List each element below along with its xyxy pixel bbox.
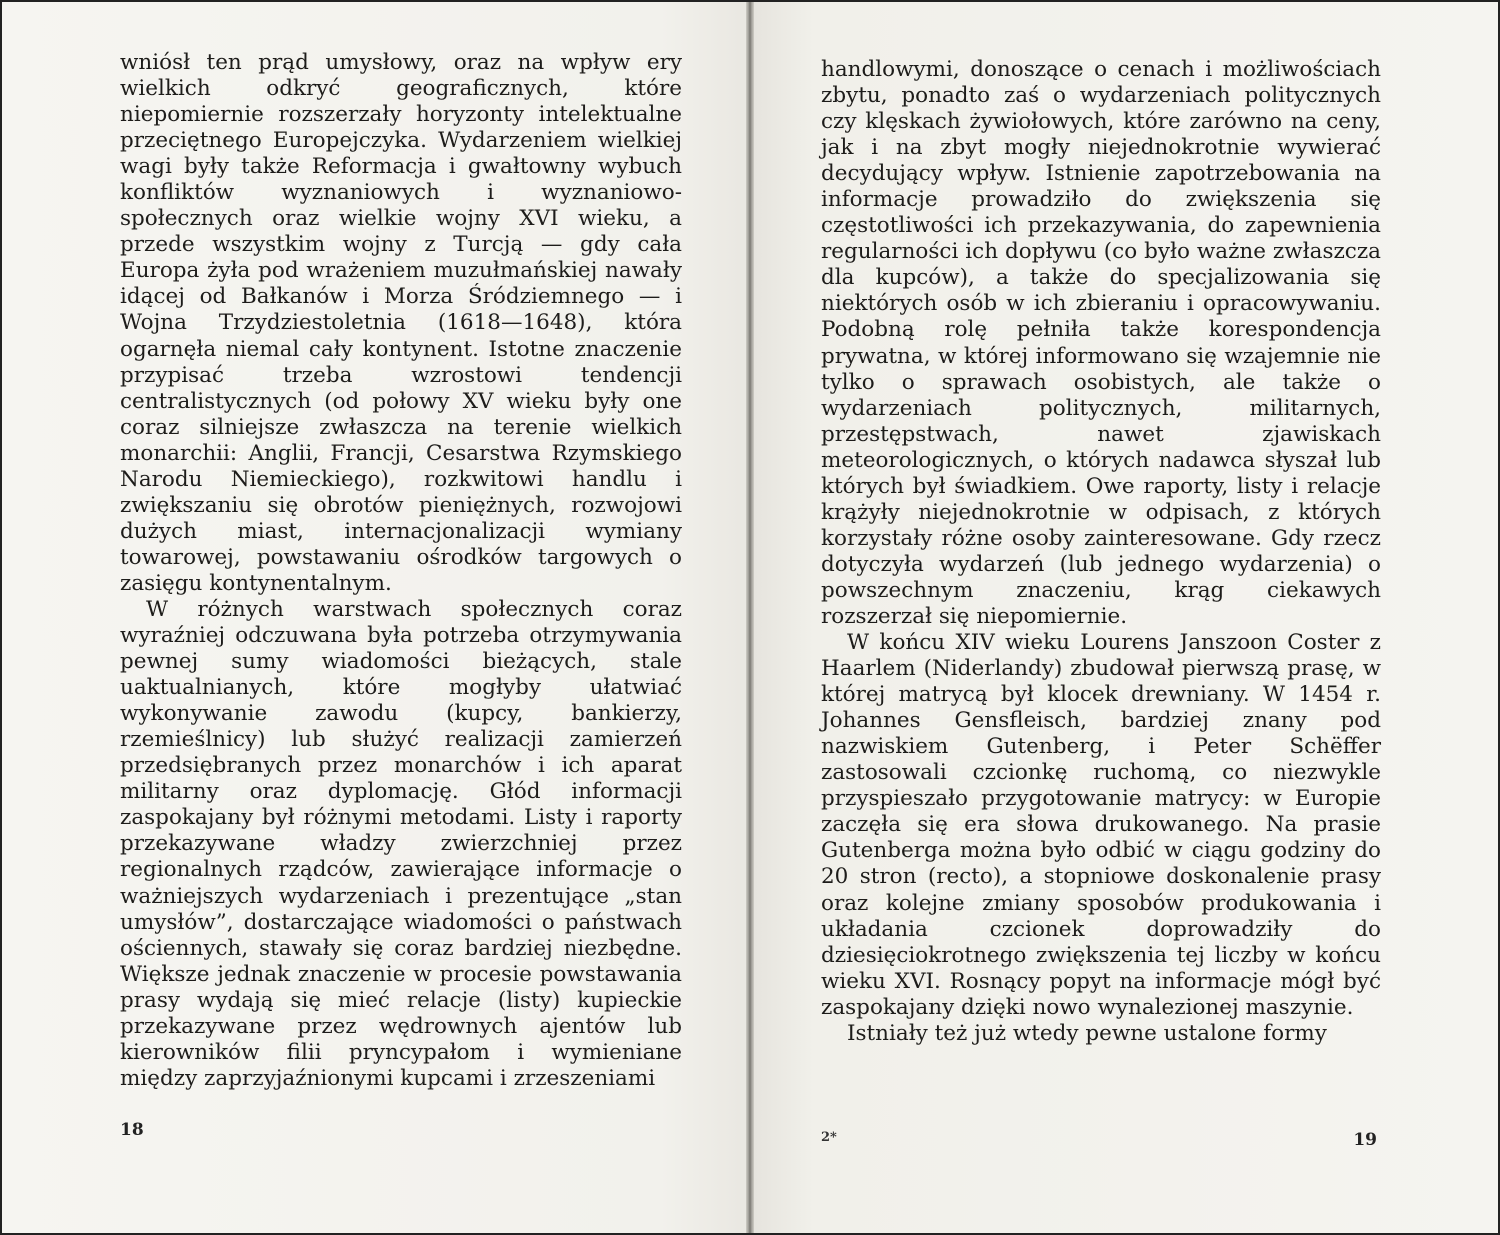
- left-paragraph-2: W różnych warstwach społecznych coraz wyraźniej odczuwana była potrzeba otrzymywania pewnej sumy wiadomości bieżących, stale uaktualnianych, które mogłyby ułatwiać wykonywanie zawodu (kupcy, bankierzy, rzemieślnicy) lub służyć realizacji zamierzeń przedsiębranych przez monarchów i ich aparat militarny oraz dyplomację. Głód informacji zaspokajany był różnymi metodami. Listy i raporty przekazywane władzy zwierzchniej przez regionalnych rządców, zawierające informacje o ważniejszych wydarzeniach i prezentujące „stan umysłów”, dostarczające wiadomości o państwach ościennych, stawały się coraz bardziej niezbędne. Większe jednak znaczenie w procesie powstawania prasy wydają się mieć relacje (listy) kupieckie przekazywane przez wędrownych ajentów lub kierowników filii pryncypałom i wymieniane między zaprzyjaźnionymi kupcami i zrzeszeniami: [120, 596, 682, 1091]
- right-paragraph-1: handlowymi, donoszące o cenach i możliwościach zbytu, ponadto zaś o wydarzeniach politycznych czy klęskach żywiołowych, które zarówno na ceny, jak i na zbyt mogły niejednokrotnie wywierać decydujący wpływ. Istnienie zapotrzebowania na informacje prowadziło do zwiększenia się częstotliwości ich przekazywania, do zapewnienia regularności ich dopływu (co było ważne zwłaszcza dla kupców), a także do specjalizowania się niektórych osób w ich zbieraniu i opracowywaniu. Podobną rolę pełniła także korespondencja prywatna, w której informowano się wzajemnie nie tylko o sprawach osobistych, ale także o wydarzeniach politycznych, militarnych, przestępstwach, nawet zjawiskach meteorologicznych, o których nadawca słyszał lub których był świadkiem. Owe raporty, listy i relacje krążyły niejednokrotnie w odpisach, z których korzystały różne osoby zainteresowane. Gdy rzecz dotyczyła wydarzeń (lub jednego wydarzenia) o powszechnym znaczeniu, krąg ciekawych rozszerzał się niepomiernie.: [821, 57, 1381, 629]
- signature-mark: 2*: [821, 1130, 837, 1145]
- right-page: [754, 2, 1498, 1233]
- book-gutter: [746, 2, 754, 1233]
- right-paragraph-3: Istniały też już wtedy pewne ustalone formy: [847, 1020, 1327, 1046]
- right-page-text: [821, 57, 1381, 1047]
- page-number-left: 18: [120, 1120, 144, 1140]
- right-paragraph-2: W końcu XIV wieku Lourens Janszoon Coster z Haarlem (Niderlandy) zbudował pierwszą prasę, w której matrycą był klocek drewniany. W 1454 r. Johannes Gensfleisch, bardziej znany pod nazwiskiem Gutenberg, i Peter Schëffer zastosowali czcionkę ruchomą, co niezwykle przyspieszało przygotowanie matrycy: w Europie zaczęła się era słowa drukowanego. Na prasie Gutenberga można było odbić w ciągu godziny do 20 stron (recto), a stopniowe doskonalenie prasy oraz kolejne zmiany sposobów produkowania i układania czcionek doprowadziły do dziesięciokrotnego zwiększenia tej liczby w końcu wieku XVI. Rosnący popyt na informacje mógł być zaspokajany dzięki nowo wynalezionej maszynie.: [821, 630, 1381, 1020]
- left-page-text: [120, 50, 682, 1092]
- left-paragraph-1: wniósł ten prąd umysłowy, oraz na wpływ ery wielkich odkryć geograficznych, które niepomiernie rozszerzały horyzonty intelektualne przeciętnego Europejczyka. Wydarzeniem wielkiej wagi były także Reformacja i gwałtowny wybuch konfliktów wyznaniowych i wyznaniowo-społecznych oraz wielkie wojny XVI wieku, a przede wszystkim wojny z Turcją — gdy cała Europa żyła pod wrażeniem muzułmańskiej nawały idącej od Bałkanów i Morza Śródziemnego — i Wojna Trzydziestoletnia (1618—1648), która ogarnęła niemal cały kontynent. Istotne znaczenie przypisać trzeba wzrostowi tendencji centralistycznych (od połowy XV wieku były one coraz silniejsze zwłaszcza na terenie wielkich monarchii: Anglii, Francji, Cesarstwa Rzymskiego Narodu Niemieckiego), rozkwitowi handlu i zwiększaniu się obrotów pieniężnych, rozwojowi dużych miast, internacjonalizacji wymiany towarowej, powstawaniu ośrodków targowych o zasięgu kontynentalnym.: [120, 50, 682, 596]
- left-page: [2, 2, 750, 1233]
- page-number-right: 19: [1353, 1130, 1377, 1150]
